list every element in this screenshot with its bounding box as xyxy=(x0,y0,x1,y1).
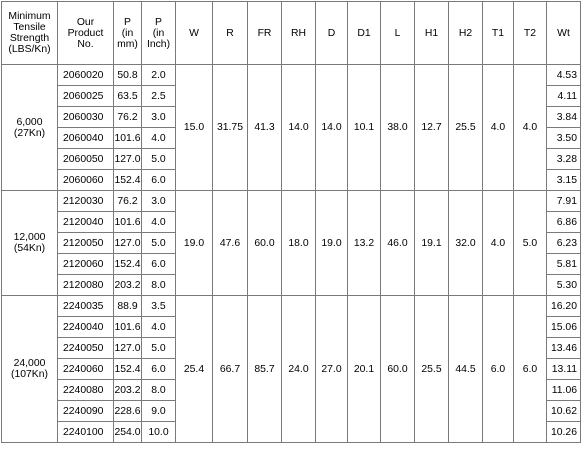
header-p-mm: P (in mm) xyxy=(114,2,142,65)
dim-rh-cell: 18.0 xyxy=(282,191,316,296)
p-mm-cell: 127.0 xyxy=(114,149,142,170)
product-no-cell: 2060050 xyxy=(58,149,114,170)
p-inch-cell: 4.0 xyxy=(142,128,176,149)
dim-h2-cell: 44.5 xyxy=(449,296,483,443)
wt-cell: 10.26 xyxy=(547,422,581,443)
dim-h1-cell: 25.5 xyxy=(415,296,449,443)
p-inch-cell: 10.0 xyxy=(142,422,176,443)
dim-t2-cell: 5.0 xyxy=(514,191,547,296)
wt-cell: 7.91 xyxy=(547,191,581,212)
dim-t2-cell: 6.0 xyxy=(514,296,547,443)
dim-r-cell: 31.75 xyxy=(213,65,248,191)
wt-cell: 13.46 xyxy=(547,338,581,359)
wt-cell: 5.30 xyxy=(547,275,581,296)
wt-cell: 16.20 xyxy=(547,296,581,317)
strength-cell: 6,000 (27Kn) xyxy=(2,65,58,191)
product-no-cell: 2120030 xyxy=(58,191,114,212)
product-no-cell: 2060020 xyxy=(58,65,114,86)
header-r: R xyxy=(213,2,248,65)
dim-fr-cell: 41.3 xyxy=(248,65,282,191)
p-mm-cell: 203.2 xyxy=(114,380,142,401)
p-mm-cell: 101.6 xyxy=(114,128,142,149)
wt-cell: 15.06 xyxy=(547,317,581,338)
dim-d-cell: 27.0 xyxy=(316,296,348,443)
header-w: W xyxy=(176,2,213,65)
wt-cell: 4.53 xyxy=(547,65,581,86)
dim-h2-cell: 32.0 xyxy=(449,191,483,296)
dim-d1-cell: 10.1 xyxy=(348,65,381,191)
p-inch-cell: 5.0 xyxy=(142,149,176,170)
header-h1: H1 xyxy=(415,2,449,65)
product-no-cell: 2240060 xyxy=(58,359,114,380)
p-mm-cell: 76.2 xyxy=(114,191,142,212)
product-no-cell: 2240040 xyxy=(58,317,114,338)
p-mm-cell: 254.0 xyxy=(114,422,142,443)
p-mm-cell: 152.4 xyxy=(114,254,142,275)
table-row xyxy=(2,296,581,317)
wt-cell: 5.81 xyxy=(547,254,581,275)
wt-cell: 13.11 xyxy=(547,359,581,380)
wt-cell: 10.62 xyxy=(547,401,581,422)
dim-d-cell: 14.0 xyxy=(316,65,348,191)
header-product-no: Our Product No. xyxy=(58,2,114,65)
product-no-cell: 2120080 xyxy=(58,275,114,296)
p-inch-cell: 3.5 xyxy=(142,296,176,317)
table-row xyxy=(2,65,581,86)
wt-cell: 3.84 xyxy=(547,107,581,128)
dim-r-cell: 66.7 xyxy=(213,296,248,443)
strength-cell: 12,000 (54Kn) xyxy=(2,191,58,296)
wt-cell: 3.50 xyxy=(547,128,581,149)
dim-h2-cell: 25.5 xyxy=(449,65,483,191)
p-inch-cell: 3.0 xyxy=(142,191,176,212)
product-no-cell: 2060030 xyxy=(58,107,114,128)
header-wt: Wt xyxy=(547,2,581,65)
product-no-cell: 2060060 xyxy=(58,170,114,191)
header-rh: RH xyxy=(282,2,316,65)
product-no-cell: 2060025 xyxy=(58,86,114,107)
p-mm-cell: 203.2 xyxy=(114,275,142,296)
dim-fr-cell: 60.0 xyxy=(248,191,282,296)
p-inch-cell: 5.0 xyxy=(142,233,176,254)
p-mm-cell: 127.0 xyxy=(114,338,142,359)
wt-cell: 6.86 xyxy=(547,212,581,233)
header-d: D xyxy=(316,2,348,65)
table-row xyxy=(2,191,581,212)
p-inch-cell: 6.0 xyxy=(142,170,176,191)
dim-rh-cell: 24.0 xyxy=(282,296,316,443)
dim-t2-cell: 4.0 xyxy=(514,65,547,191)
p-inch-cell: 4.0 xyxy=(142,212,176,233)
p-mm-cell: 101.6 xyxy=(114,317,142,338)
dim-l-cell: 38.0 xyxy=(381,65,415,191)
dim-r-cell: 47.6 xyxy=(213,191,248,296)
strength-cell: 24,000 (107Kn) xyxy=(2,296,58,443)
dim-w-cell: 19.0 xyxy=(176,191,213,296)
dim-t1-cell: 4.0 xyxy=(483,65,514,191)
p-inch-cell: 2.0 xyxy=(142,65,176,86)
dim-t1-cell: 4.0 xyxy=(483,191,514,296)
dim-t1-cell: 6.0 xyxy=(483,296,514,443)
p-inch-cell: 8.0 xyxy=(142,275,176,296)
dim-w-cell: 15.0 xyxy=(176,65,213,191)
p-inch-cell: 8.0 xyxy=(142,380,176,401)
product-no-cell: 2240100 xyxy=(58,422,114,443)
header-row xyxy=(2,2,581,65)
header-t1: T1 xyxy=(483,2,514,65)
dim-d-cell: 19.0 xyxy=(316,191,348,296)
p-inch-cell: 6.0 xyxy=(142,254,176,275)
dim-fr-cell: 85.7 xyxy=(248,296,282,443)
header-p-inch: P (in Inch) xyxy=(142,2,176,65)
dim-h1-cell: 12.7 xyxy=(415,65,449,191)
p-inch-cell: 6.0 xyxy=(142,359,176,380)
product-no-cell: 2240050 xyxy=(58,338,114,359)
wt-cell: 6.23 xyxy=(547,233,581,254)
p-mm-cell: 76.2 xyxy=(114,107,142,128)
product-no-cell: 2120040 xyxy=(58,212,114,233)
dim-l-cell: 60.0 xyxy=(381,296,415,443)
p-inch-cell: 3.0 xyxy=(142,107,176,128)
product-no-cell: 2240080 xyxy=(58,380,114,401)
wt-cell: 11.06 xyxy=(547,380,581,401)
p-inch-cell: 4.0 xyxy=(142,317,176,338)
p-mm-cell: 152.4 xyxy=(114,170,142,191)
p-mm-cell: 50.8 xyxy=(114,65,142,86)
p-inch-cell: 2.5 xyxy=(142,86,176,107)
p-mm-cell: 63.5 xyxy=(114,86,142,107)
header-fr: FR xyxy=(248,2,282,65)
wt-cell: 4.11 xyxy=(547,86,581,107)
dim-d1-cell: 13.2 xyxy=(348,191,381,296)
dim-d1-cell: 20.1 xyxy=(348,296,381,443)
p-mm-cell: 127.0 xyxy=(114,233,142,254)
product-no-cell: 2240035 xyxy=(58,296,114,317)
p-mm-cell: 101.6 xyxy=(114,212,142,233)
product-no-cell: 2240090 xyxy=(58,401,114,422)
dim-h1-cell: 19.1 xyxy=(415,191,449,296)
p-mm-cell: 228.6 xyxy=(114,401,142,422)
header-strength: Minimum Tensile Strength (LBS/Kn) xyxy=(2,2,58,65)
chain-spec-table xyxy=(1,1,581,443)
p-inch-cell: 5.0 xyxy=(142,338,176,359)
p-mm-cell: 152.4 xyxy=(114,359,142,380)
dim-rh-cell: 14.0 xyxy=(282,65,316,191)
header-t2: T2 xyxy=(514,2,547,65)
table-body xyxy=(2,65,581,443)
p-mm-cell: 88.9 xyxy=(114,296,142,317)
product-no-cell: 2120060 xyxy=(58,254,114,275)
product-no-cell: 2120050 xyxy=(58,233,114,254)
dim-l-cell: 46.0 xyxy=(381,191,415,296)
wt-cell: 3.28 xyxy=(547,149,581,170)
dim-w-cell: 25.4 xyxy=(176,296,213,443)
header-h2: H2 xyxy=(449,2,483,65)
header-d1: D1 xyxy=(348,2,381,65)
wt-cell: 3.15 xyxy=(547,170,581,191)
header-l: L xyxy=(381,2,415,65)
p-inch-cell: 9.0 xyxy=(142,401,176,422)
product-no-cell: 2060040 xyxy=(58,128,114,149)
